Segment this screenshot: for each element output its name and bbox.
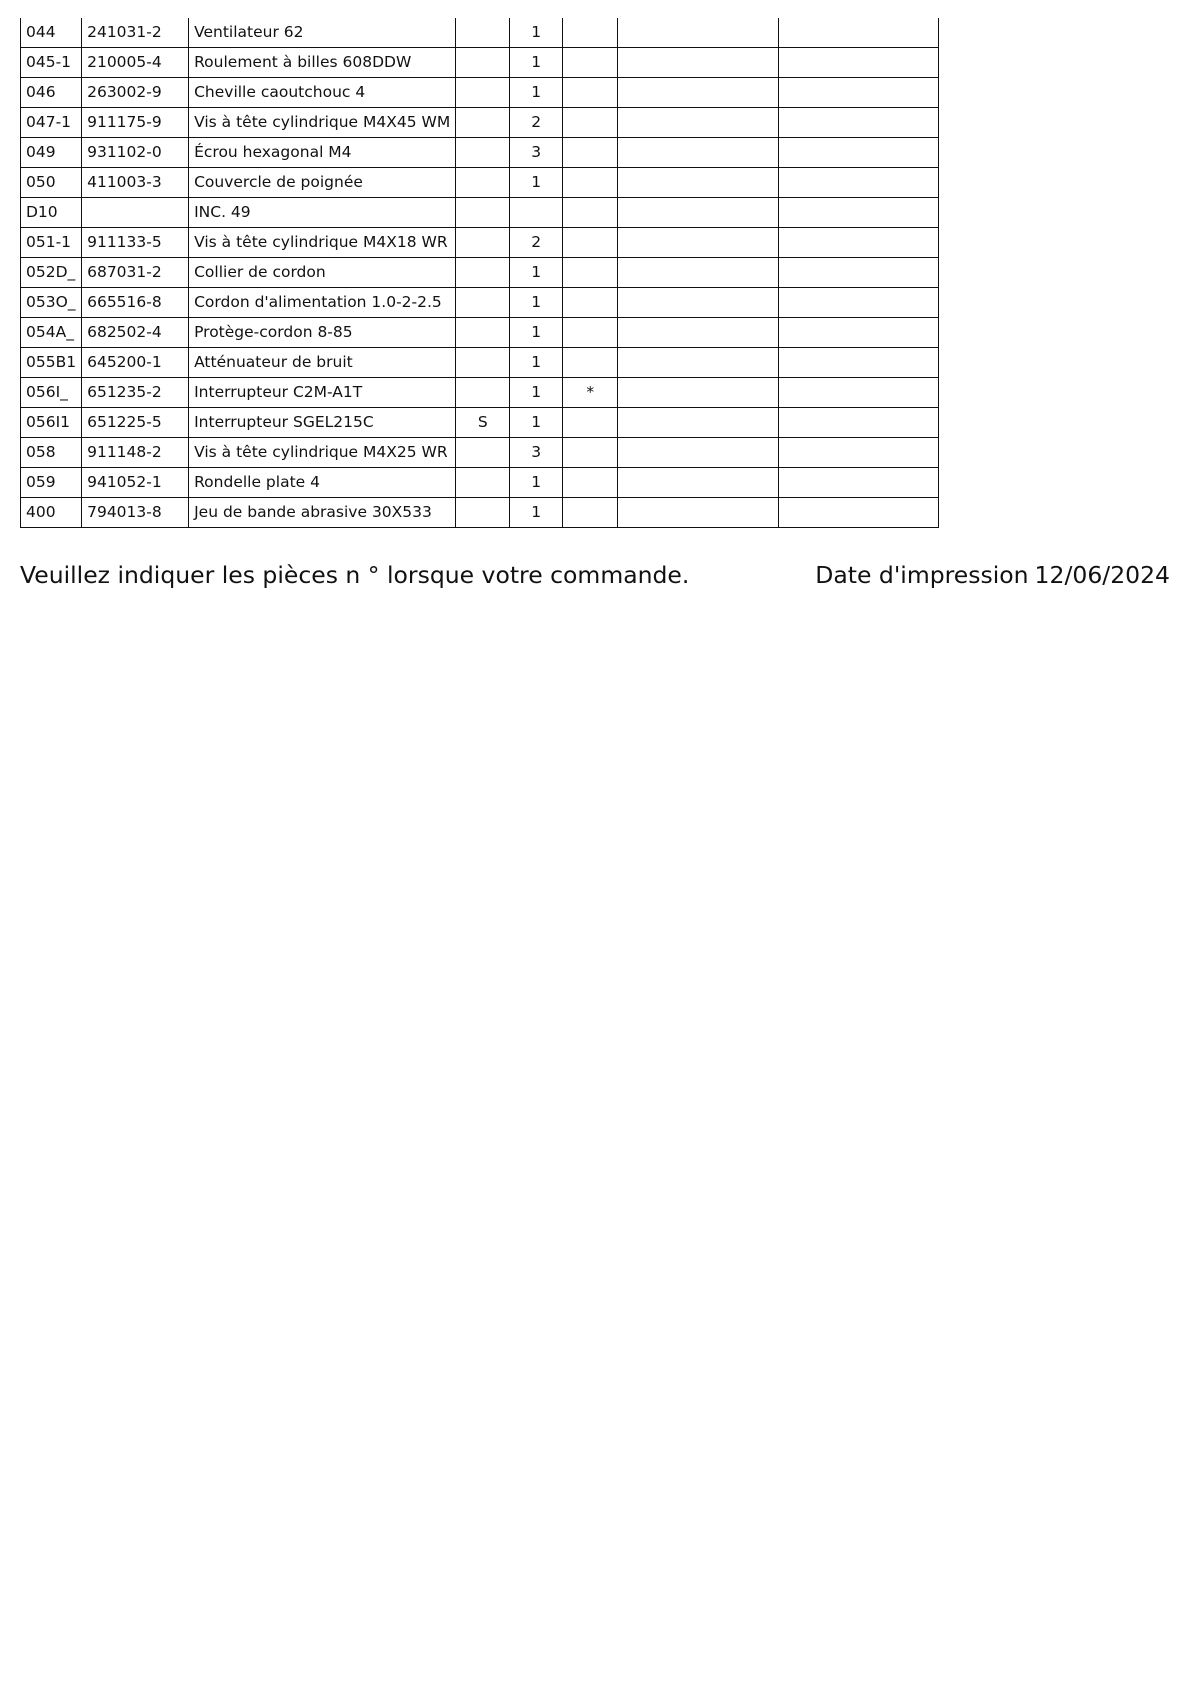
cell-blank bbox=[779, 288, 939, 318]
cell-part-number: 682502-4 bbox=[82, 318, 189, 348]
cell-quantity: 2 bbox=[510, 228, 563, 258]
table-row bbox=[21, 78, 939, 108]
cell-note bbox=[563, 498, 618, 528]
cell-code bbox=[456, 138, 510, 168]
cell-quantity: 1 bbox=[510, 48, 563, 78]
cell-blank bbox=[618, 138, 779, 168]
cell-description: Atténuateur de bruit bbox=[189, 348, 456, 378]
cell-description: Collier de cordon bbox=[189, 258, 456, 288]
cell-item-number: 046 bbox=[21, 78, 82, 108]
cell-item-number: 059 bbox=[21, 468, 82, 498]
cell-quantity: 1 bbox=[510, 258, 563, 288]
cell-note bbox=[563, 438, 618, 468]
cell-blank bbox=[618, 18, 779, 48]
cell-code bbox=[456, 108, 510, 138]
cell-blank bbox=[618, 438, 779, 468]
cell-description: Interrupteur C2M-A1T bbox=[189, 378, 456, 408]
cell-description: Cordon d'alimentation 1.0-2-2.5 bbox=[189, 288, 456, 318]
cell-blank bbox=[779, 78, 939, 108]
cell-quantity: 2 bbox=[510, 108, 563, 138]
table-row bbox=[21, 348, 939, 378]
cell-blank bbox=[779, 108, 939, 138]
cell-note bbox=[563, 408, 618, 438]
cell-blank bbox=[618, 288, 779, 318]
table-row bbox=[21, 468, 939, 498]
cell-blank bbox=[779, 228, 939, 258]
cell-part-number: 911148-2 bbox=[82, 438, 189, 468]
cell-blank bbox=[779, 258, 939, 288]
cell-note bbox=[563, 168, 618, 198]
cell-description: Cheville caoutchouc 4 bbox=[189, 78, 456, 108]
cell-quantity bbox=[510, 198, 563, 228]
cell-note bbox=[563, 348, 618, 378]
cell-note bbox=[563, 78, 618, 108]
cell-description: Interrupteur SGEL215C bbox=[189, 408, 456, 438]
cell-note bbox=[563, 138, 618, 168]
table-row bbox=[21, 498, 939, 528]
cell-part-number: 651225-5 bbox=[82, 408, 189, 438]
cell-blank bbox=[779, 198, 939, 228]
cell-blank bbox=[618, 348, 779, 378]
cell-blank bbox=[779, 408, 939, 438]
cell-blank bbox=[779, 438, 939, 468]
cell-code bbox=[456, 228, 510, 258]
cell-code: S bbox=[456, 408, 510, 438]
cell-note: * bbox=[563, 378, 618, 408]
cell-description: Écrou hexagonal M4 bbox=[189, 138, 456, 168]
parts-table-body bbox=[21, 18, 939, 528]
cell-part-number: 263002-9 bbox=[82, 78, 189, 108]
cell-note bbox=[563, 48, 618, 78]
cell-part-number: 911175-9 bbox=[82, 108, 189, 138]
cell-description: Protège-cordon 8-85 bbox=[189, 318, 456, 348]
cell-blank bbox=[618, 78, 779, 108]
cell-item-number: 058 bbox=[21, 438, 82, 468]
cell-item-number: 056I1 bbox=[21, 408, 82, 438]
cell-description: Vis à tête cylindrique M4X25 WR bbox=[189, 438, 456, 468]
cell-blank bbox=[779, 498, 939, 528]
cell-item-number: D10 bbox=[21, 198, 82, 228]
table-row bbox=[21, 108, 939, 138]
table-row bbox=[21, 318, 939, 348]
table-row bbox=[21, 138, 939, 168]
cell-quantity: 1 bbox=[510, 168, 563, 198]
cell-note bbox=[563, 18, 618, 48]
cell-blank bbox=[618, 498, 779, 528]
cell-part-number: 687031-2 bbox=[82, 258, 189, 288]
cell-description: INC. 49 bbox=[189, 198, 456, 228]
cell-blank bbox=[779, 18, 939, 48]
cell-part-number: 645200-1 bbox=[82, 348, 189, 378]
cell-quantity: 1 bbox=[510, 78, 563, 108]
cell-blank bbox=[618, 378, 779, 408]
table-row bbox=[21, 288, 939, 318]
table-row bbox=[21, 258, 939, 288]
cell-blank bbox=[618, 168, 779, 198]
cell-item-number: 051-1 bbox=[21, 228, 82, 258]
cell-blank bbox=[618, 258, 779, 288]
cell-blank bbox=[779, 138, 939, 168]
print-date-value: 12/06/2024 bbox=[1034, 561, 1170, 589]
cell-part-number bbox=[82, 198, 189, 228]
table-row bbox=[21, 198, 939, 228]
cell-item-number: 055B1 bbox=[21, 348, 82, 378]
cell-code bbox=[456, 198, 510, 228]
cell-blank bbox=[779, 468, 939, 498]
cell-part-number: 241031-2 bbox=[82, 18, 189, 48]
cell-blank bbox=[779, 48, 939, 78]
cell-note bbox=[563, 228, 618, 258]
cell-description: Roulement à billes 608DDW bbox=[189, 48, 456, 78]
parts-table bbox=[20, 18, 939, 528]
table-row bbox=[21, 438, 939, 468]
cell-code bbox=[456, 288, 510, 318]
cell-blank bbox=[618, 408, 779, 438]
cell-quantity: 3 bbox=[510, 138, 563, 168]
cell-note bbox=[563, 468, 618, 498]
cell-part-number: 931102-0 bbox=[82, 138, 189, 168]
cell-blank bbox=[779, 348, 939, 378]
cell-blank bbox=[779, 168, 939, 198]
cell-code bbox=[456, 18, 510, 48]
cell-blank bbox=[618, 468, 779, 498]
cell-quantity: 3 bbox=[510, 438, 563, 468]
cell-part-number: 411003-3 bbox=[82, 168, 189, 198]
cell-code bbox=[456, 468, 510, 498]
cell-note bbox=[563, 258, 618, 288]
cell-quantity: 1 bbox=[510, 318, 563, 348]
cell-quantity: 1 bbox=[510, 408, 563, 438]
cell-blank bbox=[618, 228, 779, 258]
cell-item-number: 400 bbox=[21, 498, 82, 528]
cell-part-number: 911133-5 bbox=[82, 228, 189, 258]
cell-code bbox=[456, 348, 510, 378]
cell-part-number: 941052-1 bbox=[82, 468, 189, 498]
cell-item-number: 044 bbox=[21, 18, 82, 48]
cell-part-number: 794013-8 bbox=[82, 498, 189, 528]
cell-note bbox=[563, 318, 618, 348]
cell-item-number: 052D_ bbox=[21, 258, 82, 288]
cell-blank bbox=[618, 108, 779, 138]
cell-blank bbox=[618, 48, 779, 78]
print-date bbox=[815, 560, 1170, 590]
order-instruction-note: Veuillez indiquer les pièces n ° lorsque votre commande. bbox=[20, 561, 690, 589]
cell-note bbox=[563, 288, 618, 318]
cell-description: Ventilateur 62 bbox=[189, 18, 456, 48]
table-row bbox=[21, 168, 939, 198]
table-row bbox=[21, 378, 939, 408]
cell-note bbox=[563, 198, 618, 228]
cell-item-number: 050 bbox=[21, 168, 82, 198]
table-row bbox=[21, 408, 939, 438]
table-row bbox=[21, 228, 939, 258]
cell-quantity: 1 bbox=[510, 348, 563, 378]
cell-item-number: 045-1 bbox=[21, 48, 82, 78]
cell-code bbox=[456, 378, 510, 408]
cell-quantity: 1 bbox=[510, 378, 563, 408]
cell-code bbox=[456, 438, 510, 468]
cell-item-number: 054A_ bbox=[21, 318, 82, 348]
cell-item-number: 053O_ bbox=[21, 288, 82, 318]
cell-description: Jeu de bande abrasive 30X533 bbox=[189, 498, 456, 528]
cell-code bbox=[456, 498, 510, 528]
cell-blank bbox=[779, 378, 939, 408]
cell-part-number: 651235-2 bbox=[82, 378, 189, 408]
cell-item-number: 047-1 bbox=[21, 108, 82, 138]
cell-blank bbox=[618, 318, 779, 348]
cell-code bbox=[456, 168, 510, 198]
cell-code bbox=[456, 48, 510, 78]
cell-blank bbox=[618, 198, 779, 228]
cell-description: Vis à tête cylindrique M4X18 WR bbox=[189, 228, 456, 258]
cell-code bbox=[456, 318, 510, 348]
cell-note bbox=[563, 108, 618, 138]
cell-blank bbox=[779, 318, 939, 348]
cell-quantity: 1 bbox=[510, 18, 563, 48]
cell-quantity: 1 bbox=[510, 288, 563, 318]
cell-quantity: 1 bbox=[510, 468, 563, 498]
cell-item-number: 056I_ bbox=[21, 378, 82, 408]
cell-quantity: 1 bbox=[510, 498, 563, 528]
table-row bbox=[21, 18, 939, 48]
cell-description: Couvercle de poignée bbox=[189, 168, 456, 198]
table-row bbox=[21, 48, 939, 78]
cell-part-number: 210005-4 bbox=[82, 48, 189, 78]
print-date-label: Date d'impression bbox=[815, 561, 1029, 589]
cell-item-number: 049 bbox=[21, 138, 82, 168]
cell-code bbox=[456, 258, 510, 288]
cell-part-number: 665516-8 bbox=[82, 288, 189, 318]
cell-description: Rondelle plate 4 bbox=[189, 468, 456, 498]
cell-description: Vis à tête cylindrique M4X45 WM bbox=[189, 108, 456, 138]
cell-code bbox=[456, 78, 510, 108]
